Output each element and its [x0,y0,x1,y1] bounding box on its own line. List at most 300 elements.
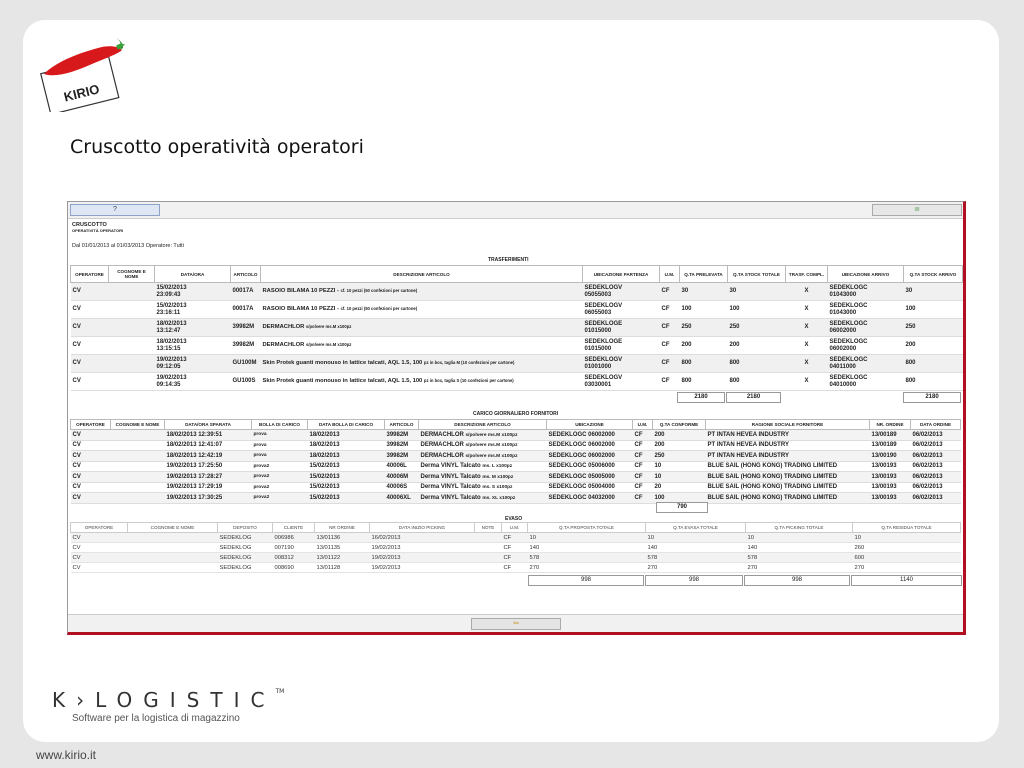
cell-nome [128,553,218,563]
cell-bolla: prova [252,440,308,451]
column-header: DATA ORDINE [911,420,961,430]
ubic-line2: 01043000 [829,291,857,298]
cell-q: 10 [653,461,706,472]
cell-prel: 250 [680,319,728,337]
cell-ub: SEDEKLOGC 05005000 [547,472,633,483]
cell-descrizione [419,440,547,451]
ubic-line1: SEDEKLOGC [829,285,868,291]
cell-dep: SEDEKLOG [218,543,273,553]
ubic-line2: 05055003 [584,291,612,298]
cell-bolla: prova2 [252,461,308,472]
cell-articolo: 40006XL [385,493,419,504]
cell-stock: 200 [728,337,786,355]
ubic-line1: SEDEKLOGC [829,303,868,309]
cell-ubicazione-arrivo [828,337,904,355]
column-header: ARTICOLO [385,420,419,430]
desc-main: Derma VINYL Talcato [420,484,483,491]
cell-articolo: 39982M [385,451,419,462]
cell-ub: SEDEKLOGC 04032000 [547,493,633,504]
section-title-trasferimenti: TRASFERIMENTI [488,257,529,263]
cell-ub: SEDEKLOGC 06002000 [547,440,633,451]
cell-prop: 140 [528,543,646,553]
cell-um: CF [633,482,653,493]
column-header: NR ORDINE [315,523,370,533]
table-row [71,430,961,441]
evaso-table [70,522,961,573]
cell-res: 10 [853,533,961,543]
table-header [71,266,963,283]
cell-nome [111,440,165,451]
cell-op: CV [71,319,109,337]
cell-descrizione [261,373,583,391]
cell-eva: 140 [646,543,746,553]
cell-art: GU100M [231,355,261,373]
desc-detail: s/polvere ms.M x100pz [465,453,518,459]
cell-data: 18/02/2013 12:39:51 [165,430,252,441]
cell-arr: 800 [904,373,963,391]
cell-op: CV [71,440,111,451]
column-header: COGNOME E NOME [109,266,155,283]
table-row [71,283,963,301]
ubic-line2: 06055003 [584,309,612,316]
table-row [71,461,961,472]
cell-ord: 13/00189 [870,430,911,441]
column-header: CLIENTE [273,523,315,533]
total-qta-picking: 998 [744,575,850,586]
refresh-button[interactable] [872,204,962,216]
ubic-line1: SEDEKLOGV [584,303,623,309]
cell-forn: PT INTAN HEVEA INDUSTRY [706,430,870,441]
breadcrumb-sub: OPERATIVITÀ OPERATORI [72,228,124,233]
cell-dord: 06/02/2013 [911,440,961,451]
help-button[interactable] [70,204,160,216]
cell-articolo: 39982M [385,430,419,441]
cell-data: 19/02/2013 17:29:19 [165,482,252,493]
cell-ubicazione-partenza [583,355,660,373]
cell-nome [109,373,155,391]
cell-ubicazione-arrivo [828,373,904,391]
ubic-line1: SEDEKLOGC [829,375,868,381]
cell-ub: SEDEKLOGC 06002000 [547,430,633,441]
desc-main: DERMACHLOR [262,342,306,349]
cell-ord: 13/00190 [870,451,911,462]
cell-nome [111,461,165,472]
desc-main: RASOIO BILAMA 10 PEZZI - [262,288,341,295]
column-header: DEPOSITO [218,523,273,533]
cell-data: 19/02/2013 [156,375,187,381]
cell-res: 260 [853,543,961,553]
cell-descrizione [261,355,583,373]
table-row [71,301,963,319]
cell-articolo: 40006S [385,482,419,493]
cell-op: CV [71,373,109,391]
cell-bolla: prova [252,430,308,441]
cell-compl: X [786,319,828,337]
cell-forn: PT INTAN HEVEA INDUSTRY [706,451,870,462]
cell-pick: 10 [746,533,853,543]
cell-ora: 13:15:15 [156,345,181,352]
table-row [71,493,961,504]
cell-ord: 13/01122 [315,553,370,563]
cell-arr: 200 [904,337,963,355]
total-qta-proposta: 998 [528,575,644,586]
cell-ord: 13/01128 [315,563,370,573]
cell-pick: 140 [746,543,853,553]
cell-arr: 100 [904,301,963,319]
cell-data-bolla: 15/02/2013 [308,472,385,483]
cell-ubicazione-partenza [583,301,660,319]
cell-q: 10 [653,472,706,483]
cell-op: CV [71,543,128,553]
desc-detail: s/polvere ms.M x100pz [465,443,518,449]
desc-main: Derma VINYL Talcato [420,494,483,501]
cell-nome [128,533,218,543]
cell-um: CF [502,533,528,543]
cell-data-ora [155,283,231,301]
total-qta-stock: 2180 [726,392,781,403]
cell-note [475,533,502,543]
cell-nome [111,493,165,504]
cell-dord: 06/02/2013 [911,461,961,472]
cell-compl: X [786,337,828,355]
cell-op: CV [71,451,111,462]
cell-compl: X [786,283,828,301]
cell-q: 200 [653,440,706,451]
ubic-line2: 06002000 [829,345,857,352]
cell-op: CV [71,301,109,319]
cell-art: 00017A [231,283,261,301]
cell-cli: 006986 [273,533,315,543]
column-header: U.M. [633,420,653,430]
cell-dep: SEDEKLOG [218,563,273,573]
column-header: OPERATORE [71,420,111,430]
column-header: NR. ORDINE [870,420,911,430]
cell-data: 16/02/2013 [370,533,475,543]
help-icon: ? [113,206,117,213]
desc-detail: s/polvere ms.M x100pz [305,324,352,330]
column-header: DESCRIZIONE ARTICOLO [419,420,547,430]
cell-op: CV [71,563,128,573]
ubic-line2: 01015000 [584,345,612,352]
cell-prel: 30 [680,283,728,301]
cell-prop: 10 [528,533,646,543]
cell-ubicazione-arrivo [828,319,904,337]
column-header: Q.TA EVASA TOTALE [646,523,746,533]
cell-stock: 250 [728,319,786,337]
total-qta-conforme: 790 [656,502,708,513]
cell-op: CV [71,337,109,355]
desc-main: DERMACHLOR [420,442,466,449]
cell-op: CV [71,283,109,301]
cell-ora: 23:09:43 [156,291,181,298]
ubic-line2: 06002000 [829,327,857,334]
column-header: Q.TA PICKING TOTALE [746,523,853,533]
ubic-line1: SEDEKLOGV [584,375,623,381]
cell-um: CF [660,283,680,301]
ubic-line1: SEDEKLOGV [584,357,623,363]
total-qta-stock-arrivo: 2180 [903,392,961,403]
cell-art: 39982M [231,337,261,355]
table-row [71,533,961,543]
cell-forn: BLUE SAIL (HONG KONG) TRADING LIMITED [706,461,870,472]
table-row [71,355,963,373]
kirio-logo [36,34,126,112]
cell-descrizione [419,451,547,462]
cell-articolo: 39982M [385,440,419,451]
cell-ubicazione-partenza [583,283,660,301]
table-row [71,373,963,391]
cell-bolla: prova [252,451,308,462]
desc-detail: ms. XL x100pz [482,495,516,501]
cell-um: CF [633,461,653,472]
cell-data-bolla: 15/02/2013 [308,461,385,472]
cell-ord: 13/00193 [870,482,911,493]
cell-ubicazione-partenza [583,337,660,355]
cell-eva: 10 [646,533,746,543]
cell-dep: SEDEKLOG [218,553,273,563]
cell-prel: 200 [680,337,728,355]
app-window [67,201,966,635]
cell-um: CF [502,553,528,563]
cell-data-bolla: 15/02/2013 [308,493,385,504]
desc-detail: ms. S x100pz [482,485,513,491]
cell-nome [111,482,165,493]
column-header: UBICAZIONE PARTENZA [583,266,660,283]
cell-op: CV [71,430,111,441]
cell-cli: 008690 [273,563,315,573]
cell-op: CV [71,482,111,493]
total-qta-prelevata: 2180 [677,392,725,403]
table-row [71,563,961,573]
cell-data: 15/02/2013 [156,285,187,291]
cell-ubicazione-partenza [583,373,660,391]
cell-data-bolla: 18/02/2013 [308,451,385,462]
table-row [71,472,961,483]
cell-stock: 100 [728,301,786,319]
cell-ora: 13:12:47 [156,327,181,334]
cell-ord: 13/00193 [870,472,911,483]
cell-ubicazione-arrivo [828,355,904,373]
cell-um: CF [633,493,653,504]
cell-descrizione [261,301,583,319]
cell-data: 19/02/2013 [370,553,475,563]
cell-um: CF [633,430,653,441]
cell-stock: 800 [728,373,786,391]
cell-data-ora [155,337,231,355]
brand-logo [52,688,284,712]
cell-ord: 13/00193 [870,493,911,504]
cell-dord: 06/02/2013 [911,430,961,441]
cell-data: 19/02/2013 17:25:50 [165,461,252,472]
cell-data-bolla: 18/02/2013 [308,440,385,451]
column-header: Q.TA STOCK ARRIVO [904,266,963,283]
cell-cli: 008312 [273,553,315,563]
cell-um: CF [660,337,680,355]
cell-data-ora [155,373,231,391]
cell-descrizione [261,319,583,337]
ubic-line1: SEDEKLOGE [584,339,623,345]
cell-bolla: prova2 [252,493,308,504]
cell-prop: 270 [528,563,646,573]
cell-prel: 800 [680,373,728,391]
cell-prel: 800 [680,355,728,373]
cell-nome [111,472,165,483]
cell-bolla: prova2 [252,482,308,493]
column-header: COGNOME E NOME [111,420,165,430]
breadcrumb [72,222,123,234]
cell-ubicazione-partenza [583,319,660,337]
cell-data: 15/02/2013 [156,303,187,309]
desc-main: DERMACHLOR [420,431,466,438]
column-header: RAGIONE SOCIALE FORNITORE [706,420,870,430]
page-title: Cruscotto operatività operatori [70,136,364,158]
cell-stock: 30 [728,283,786,301]
ubic-line2: 03030001 [584,381,612,388]
desc-main: DERMACHLOR [262,324,306,331]
cell-dord: 06/02/2013 [911,472,961,483]
column-header: Q.TA STOCK TOTALE [728,266,786,283]
breadcrumb-main: CRUSCOTTO [72,222,107,228]
cell-forn: BLUE SAIL (HONG KONG) TRADING LIMITED [706,482,870,493]
cell-data-ora [155,319,231,337]
cell-arr: 250 [904,319,963,337]
cell-data-bolla: 18/02/2013 [308,430,385,441]
cell-data: 19/02/2013 17:30:25 [165,493,252,504]
cell-op: CV [71,493,111,504]
cell-um: CF [502,543,528,553]
cell-dord: 06/02/2013 [911,482,961,493]
cell-q: 100 [653,493,706,504]
column-header: OPERATORE [71,266,109,283]
cell-eva: 270 [646,563,746,573]
desc-main: Skin Protek guanti monouso in lattice talcati, AQL 1.5, 100 [262,378,424,385]
cell-data: 19/02/2013 [156,357,187,363]
desc-detail: ms. M x100pz [482,474,514,480]
logo-text: KIRIO [62,81,101,105]
desc-main: DERMACHLOR [420,452,466,459]
table-row [71,337,963,355]
cell-eva: 578 [646,553,746,563]
column-header: DATA/ORA SPARATA [165,420,252,430]
cell-data: 18/02/2013 [156,321,187,327]
cell-arr: 30 [904,283,963,301]
cell-um: CF [660,355,680,373]
desc-detail: ms. L x100pz [482,464,513,470]
cell-prel: 100 [680,301,728,319]
column-header: DATA INIZIO PICKING [370,523,475,533]
back-button[interactable] [471,618,561,630]
refresh-icon: ≣ [914,206,920,213]
column-header: U.M. [502,523,528,533]
desc-main: Derma VINYL Talcato [420,463,483,470]
cell-articolo: 40006L [385,461,419,472]
cell-descrizione [419,472,547,483]
cell-forn: PT INTAN HEVEA INDUSTRY [706,440,870,451]
column-header: DATA BOLLA DI CARICO [308,420,385,430]
cell-nome [128,563,218,573]
column-header: COGNOME E NOME [128,523,218,533]
cell-forn: BLUE SAIL (HONG KONG) TRADING LIMITED [706,472,870,483]
cell-ubicazione-arrivo [828,301,904,319]
cell-ora: 09:12:05 [156,363,181,370]
cell-ub: SEDEKLOGC 06002000 [547,451,633,462]
column-header: DATA/ORA [155,266,231,283]
desc-main: Derma VINYL Talcato [420,473,483,480]
cell-op: CV [71,355,109,373]
cell-nome [109,301,155,319]
column-header: TRASF. COMPL. [786,266,828,283]
ubic-line2: 01001000 [584,363,612,370]
cell-descrizione [261,337,583,355]
cell-res: 270 [853,563,961,573]
cell-ord: 13/01135 [315,543,370,553]
column-header: U.M. [660,266,680,283]
cell-q: 200 [653,430,706,441]
cell-op: CV [71,472,111,483]
brand-name: K›LOGISTIC [52,688,276,712]
cell-op: CV [71,533,128,543]
cell-ubicazione-arrivo [828,283,904,301]
trasferimenti-table [70,265,963,391]
ubic-line1: SEDEKLOGC [829,321,868,327]
cell-arr: 800 [904,355,963,373]
table-row [71,451,961,462]
total-qta-residua: 1140 [851,575,962,586]
column-header: UBICAZIONE ARRIVO [828,266,904,283]
cell-data-ora [155,301,231,319]
ubic-line1: SEDEKLOGC [829,357,868,363]
cell-dord: 06/02/2013 [911,493,961,504]
table-header [71,523,961,533]
ubic-line1: SEDEKLOGV [584,285,623,291]
cell-ord: 13/00193 [870,461,911,472]
top-toolbar [68,202,963,219]
cell-nome [109,355,155,373]
cell-ora: 23:16:11 [156,309,181,316]
ubic-line2: 04011000 [829,363,856,370]
cell-nome [111,430,165,441]
desc-detail: s/polvere ms.M x100pz [465,432,518,438]
ubic-line2: 01043000 [829,309,857,316]
cell-q: 250 [653,451,706,462]
column-header: DESCRIZIONE ARTICOLO [261,266,583,283]
table-row [71,440,961,451]
cell-ord: 13/00189 [870,440,911,451]
desc-detail: cf. 10 pezzi (50 confezioni per cartone) [340,288,418,294]
cell-data: 18/02/2013 [156,339,187,345]
footer-url[interactable]: www.kirio.it [36,748,97,762]
ubic-line1: SEDEKLOGE [584,321,623,327]
cell-compl: X [786,355,828,373]
cell-ord: 13/01136 [315,533,370,543]
cell-note [475,543,502,553]
cell-data: 19/02/2013 17:28:27 [165,472,252,483]
ubic-line1: SEDEKLOGC [829,339,868,345]
column-header: UBICAZIONE [547,420,633,430]
cell-stock: 800 [728,355,786,373]
cell-descrizione [261,283,583,301]
cell-um: CF [660,373,680,391]
bottom-toolbar [68,614,963,633]
column-header: OPERATORE [71,523,128,533]
cell-dord: 06/02/2013 [911,451,961,462]
cell-data: 18/02/2013 12:42:19 [165,451,252,462]
cell-note [475,553,502,563]
column-header: NOTE [475,523,502,533]
column-header: Q.TA CONFORME [653,420,706,430]
cell-data: 18/02/2013 12:41:07 [165,440,252,451]
desc-detail: pz in box, taglia S (10 confezioni per cartone) [423,378,514,384]
